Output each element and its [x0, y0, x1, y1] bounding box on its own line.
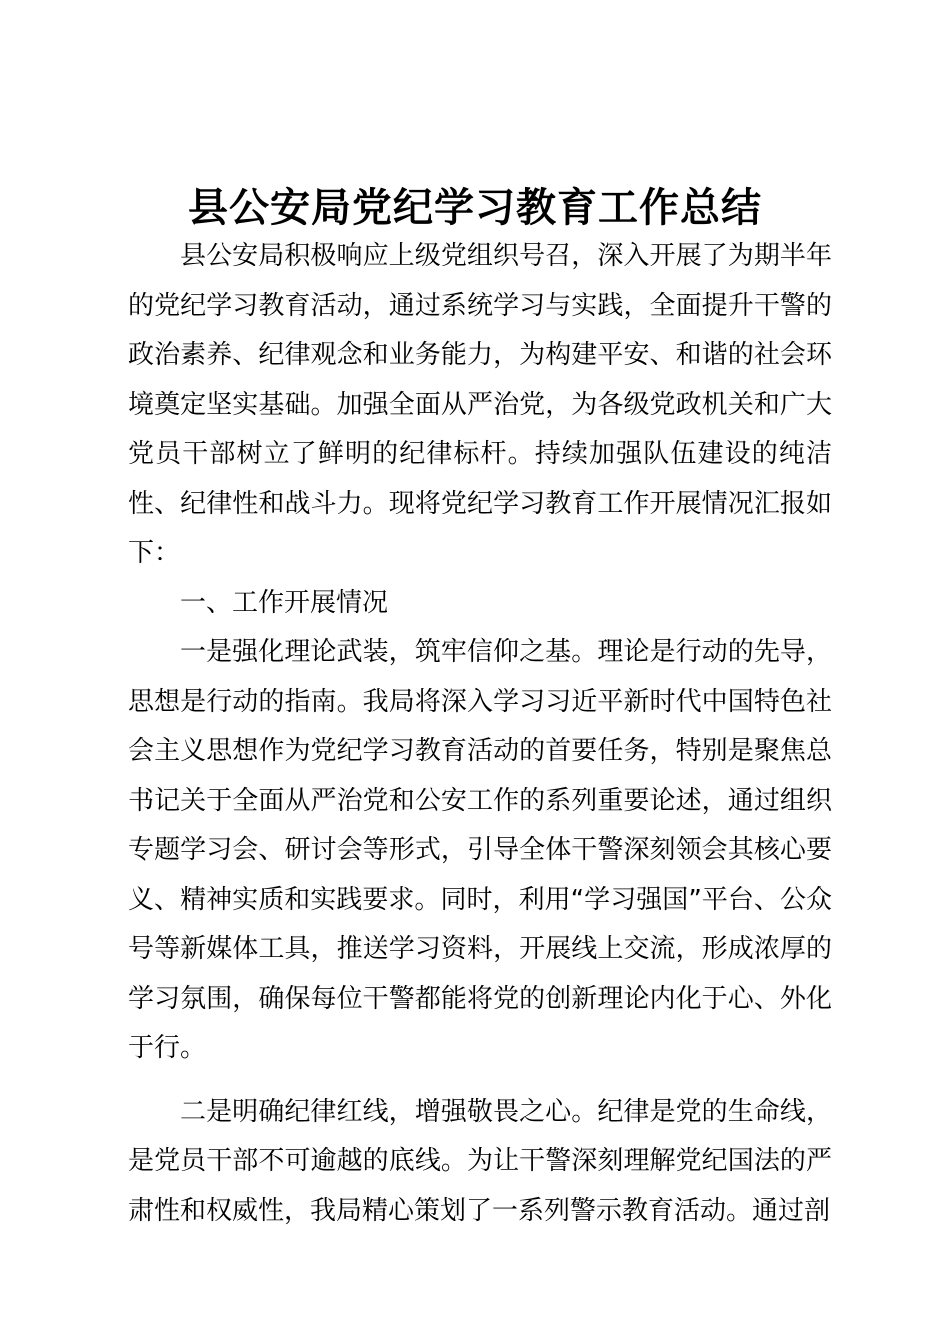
- intro-paragraph: 县公安局积极响应上级党组织号召，深入开展了为期半年的党纪学习教育活动，通过系统学习与实践，全面提升干警的政治素养、纪律观念和业务能力，为构建平安、和谐的社会环境奠定坚实基础。加强全面从严治党，为各级党政机关和广大党员干部树立了鲜明的纪律标杆。持续加强队伍建设的纯洁性、纪律性和战斗力。现将党纪学习教育工作开展情况汇报如下：: [128, 241, 832, 568]
- section-heading: 一、工作开展情况: [180, 587, 389, 618]
- document-body: [128, 232, 832, 1236]
- body-paragraph: 一是强化理论武装，筑牢信仰之基。理论是行动的先导，思想是行动的指南。我局将深入学习习近平新时代中国特色社会主义思想作为党纪学习教育活动的首要任务，特别是聚焦总书记关于全面从严治党和公安工作的系列重要论述，通过组织专题学习会、研讨会等形式，引导全体干警深刻领会其核心要义、精神实质和实践要求。同时，利用“学习强国”平台、公众号等新媒体工具，推送学习资料，开展线上交流，形成浓厚的学习氛围，确保每位干警都能将党的创新理论内化于心、外化于行。: [128, 637, 832, 1063]
- body-paragraph: 二是明确纪律红线，增强敬畏之心。纪律是党的生命线，是党员干部不可逾越的底线。为让干警深刻理解党纪国法的严肃性和权威性，我局精心策划了一系列警示教育活动。通过剖: [128, 1096, 832, 1226]
- document-title: 县公安局党纪学习教育工作总结: [188, 184, 762, 231]
